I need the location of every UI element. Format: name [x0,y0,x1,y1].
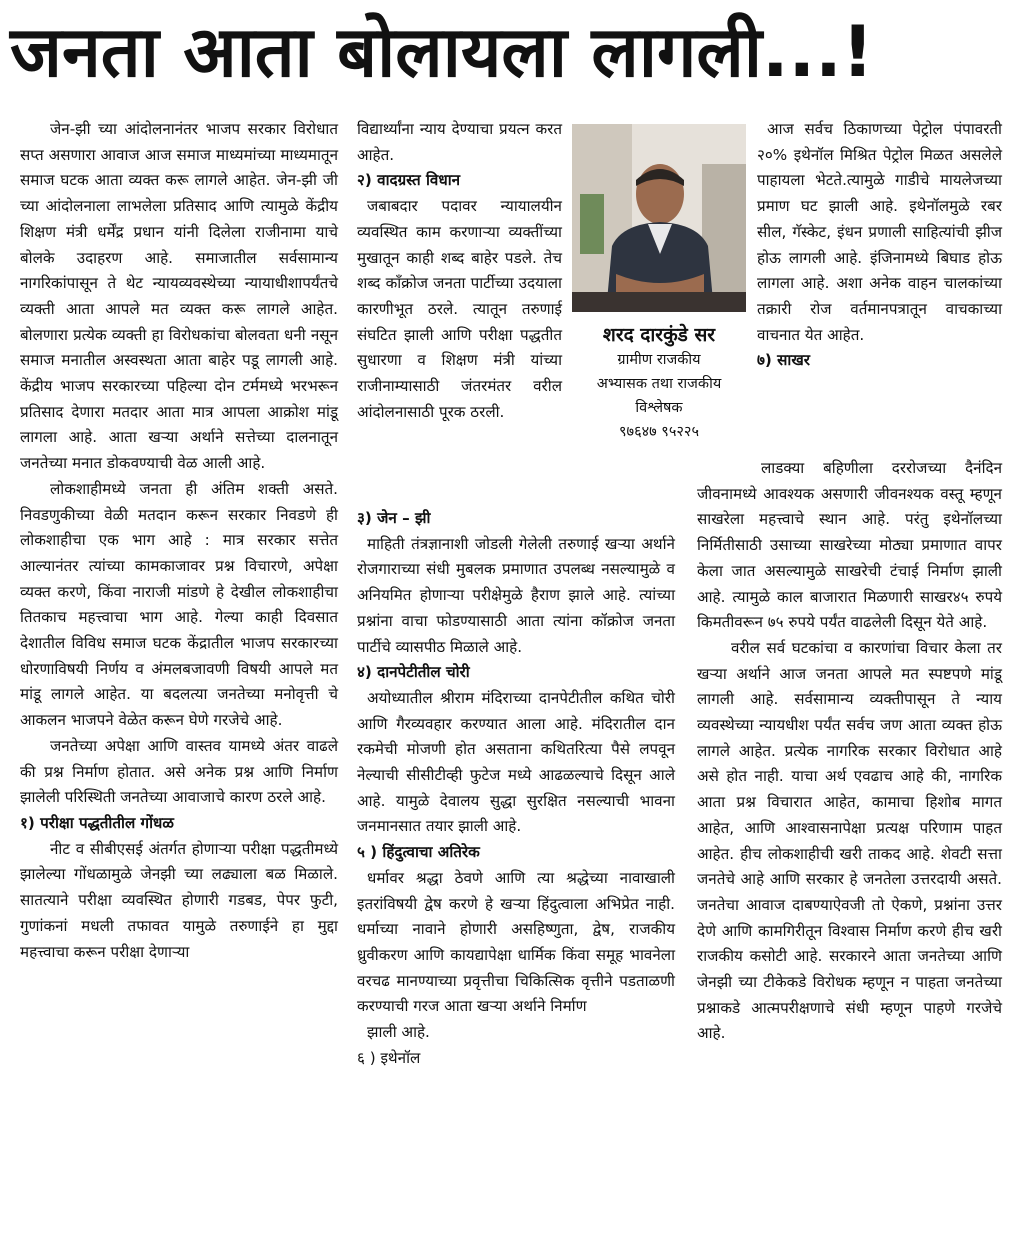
column-3 [697,456,1002,1047]
paragraph: आज सर्वच ठिकाणच्या पेट्रोल पंपावरती २०% इथेनॉल मिश्रित पेट्रोल मिळत असलेले पाहायला भेटते.त्यामुळे गाडीचे मायलेजच्या प्रमाण घट झाली आहे. इथेनॉलमुळे रबर सील, गॅस्केट, इंधन प्रणाली साहित्यांची झीज होऊ लागली आहे. इंजिनामध्ये बिघाड होऊ लागला आहे. अशा अनेक वाहन चालकांच्या तक्रारी रोज वर्तमानपत्रातून वाचकाच्या वाचनात येत आहेत. [757,120,1002,344]
paragraph: माहिती तंत्रज्ञानाशी जोडली गेलेली तरुणाई खऱ्या अर्थाने रोजगाराच्या संधी मुबलक प्रमाणात उपलब्ध नसल्यामुळे व अनियमित होणाऱ्या परीक्षेमुळे हैराण झाले आहे. त्यांच्या प्रश्नांना वाचा फोडण्यासाठी आता त्यांना कॉक्रोज जनता पार्टीचे व्यासपीठ मिळाले आहे. [357,534,675,656]
author-designation: अभ्यासक तथा राजकीय [596,376,722,392]
paragraph: वरील सर्व घटकांचा व कारणांचा विचार केला तर खऱ्या अर्थाने आज जनता आपले मत स्पष्टपणे मांडू लागली आहे. सर्वसामान्य व्यक्तीपासून ते न्याय व्यवस्थेच्या न्यायधीश पर्यंत सर्वच जण आता व्यक्त होऊ लागले आहेत. प्रत्येक नागरिक सरकार विरोधात आहे असे होत नाही. याचा अर्थ एवढाच आहे की, नागरिक आता प्रश्न विचारात आहेत, कामाचा हिशोब मागत आहेत, आणि आश्वासनापेक्षा प्रत्यक्ष परिणाम पाहत आहेत. हीच लोकशाहीची खरी ताकद आहे. शेवटी सत्ता जनतेचे आहे आणि सरकार हे जनतेला उत्तरदायी असते. जनतेचा आवाज दाबण्याऐवजी तो ऐकणे, प्रश्नांना उत्तर देणे आणि कामगिरीतून विश्वास निर्माण करणे हीच खरी राजकीय कसोटी आहे. सरकारने आता जनतेच्या आणि जेनझी च्या टीकेकडे विरोधक म्हणून न पाहता जनतेच्या प्रश्नाकडे आत्मपरीक्षणाचे संधी म्हणून पाहणे गरजेचे आहे. [697,638,1002,1043]
section-heading: ४) दानपेटीतील चोरी [357,663,470,682]
paragraph: जनतेच्या अपेक्षा आणि वास्तव यामध्ये अंतर वाढले की प्रश्न निर्माण होतात. असे अनेक प्रश्न आणि निर्माण झालेली परिस्थिती जनतेच्या आवाजाचे कारण ठरले आहे. [20,736,338,807]
column-2-top [357,117,562,425]
paragraph: नीट व सीबीएसई अंतर्गत होणाऱ्या परीक्षा पद्धतीमध्ये झालेल्या गोंधळामुळे जेनझी च्या लढ्याला बळ मिळाले. सातत्याने परीक्षा व्यवस्थित होणारी गडबड, पेपर फुटी, गुणांकनां मधली तफावत यामुळे तरुणाईने हा मुद्दा महत्त्वाचा करून परीक्षा देणाऱ्या [20,839,338,961]
paragraph: जबाबदार पदावर न्यायालयीन व्यवस्थित काम करणाऱ्या व्यक्तींच्या मुखातून काही शब्द बाहेर पडले. तेच शब्द कॉंक्रोज जनता पार्टीच्या उदयाला कारणीभूत ठरले. त्यातून तरुणाई संघटित झाली आणि परीक्षा पद्धतीत सुधारणा व शिक्षण मंत्री यांच्या राजीनाम्यासाठी जंतरमंतर वरील आंदोलनासाठी पूरक ठरली. [357,197,562,421]
headline: जनता आता बोलायला लागली...! [10,11,874,93]
section-heading: २) वादग्रस्त विधान [357,171,461,190]
section-heading: ५ ) हिंदुत्वाचा अतिरेक [357,843,480,862]
paragraph: जेन-झी च्या आंदोलनानंतर भाजप सरकार विरोधात सप्त असणारा आवाज आज समाज माध्यमांच्या माध्यमातून समाज घटक आता व्यक्त करू लागले आहेत. जेन-झी जी च्या आंदोलनाला लाभलेला प्रतिसाद आणि त्यामुळे केंद्रीय शिक्षण मंत्री धर्मेंद्र प्रधान यांनी दिलेला राजीनामा याचे बोलके उदाहरण आहे. समाजातील सर्वसामान्य नागरिकांपासून ते थेट न्यायव्यवस्थेच्या न्यायाधीशापर्यंतचे व्यक्ती आता आपले मत व्यक्त करू लागले आहेत. बोलणारा प्रत्येक व्यक्ती हा विरोधकांचा बोलवता धनी नसून समाज मनातील अस्वस्थता आता बाहेर पडू लागली आहे. केंद्रीय भाजप सरकारच्या पहिल्या दोन टर्ममध्ये भरभरून प्रतिसाद देणारा मतदार आता मात्र आपला आक्रोश मांडू लागला आहे. आता खऱ्या अर्थाने सत्तेच्या दालनातून जनतेच्या मनात डोकवण्याची वेळ आली आहे. [20,120,338,473]
section-heading: १) परीक्षा पद्धतीतील गोंधळ [20,813,174,832]
column-3-top [757,117,1002,374]
paragraph: विद्यार्थ्यांना न्याय देण्याचा प्रयत्न करत आहेत. [357,120,562,164]
paragraph: झाली आहे. [367,1023,430,1042]
paragraph: लोकशाहीमध्ये जनता ही अंतिम शक्ती असते. निवडणुकीच्या वेळी मतदान करून सरकार निवडणे ही लोकशाहीचा एक भाग आहे : मात्र सरकार सत्तेत आल्यानंतर त्यांच्या कामकाजावर प्रश्न विचारणे, अपेक्षा व्यक्त करणे, किंवा नाराजी मांडणे हे देखील लोकशाहीचा तितकाच महत्त्वाचा भाग आहे. गेल्या काही दिवसात देशातील विविध समाज घटक केंद्रातील भाजप सरकारच्या धोरणाविषयी निर्णय व अंमलबजावणी विषयी आपले मत मांडू लागले आहेत. या बदलत्या जनतेच्या मनोवृत्ती चे आकलन भाजपने वेळेत करून घेणे गरजेचे आहे. [20,479,338,730]
author-designation: ग्रामीण राजकीय [617,352,701,368]
section-heading: ६ ) इथेनॉल [357,1048,421,1067]
column-1 [20,117,338,965]
author-photo [572,124,746,312]
paragraph: लाडक्या बहिणीला दररोजच्या दैनंदिन जीवनामध्ये आवश्यक असणारी जीवनश्यक वस्तू म्हणून साखरेला महत्त्वाचे स्थान आहे. परंतु इथेनॉलच्या निर्मितीसाठी उसाच्या साखरेच्या मोठ्या प्रमाणात वापर केला जात असल्यामुळे साखरेची टंचाई निर्माण झाली आहे. त्यामुळे काल बाजारात मिळणारी साखर४५ रुपये किमतीवरून ७५ रुपये पर्यंत वाढलेली दिसून येते आहे. [697,459,1002,632]
author-name: शरद दारकुंडे सर [602,324,716,346]
section-heading: ३) जेन – झी [357,509,431,527]
column-2 [357,506,675,1071]
author-byline [572,322,746,444]
paragraph: धर्मावर श्रद्धा ठेवणे आणि त्या श्रद्धेच्या नावाखाली इतरांविषयी द्वेष करणे हे खऱ्या हिंदुत्वाला अभिप्रेत नाही. धर्माच्या नावाने होणारी असहिष्णुता, द्वेष, राजकीय ध्रुवीकरण आणि कायद्यापेक्षा धार्मिक किंवा समूह भावनेला वरचढ मानण्याच्या प्रवृत्तीचा चिकित्सिक वृत्तीने पडताळणी करण्याची गरज आता खऱ्या अर्थाने निर्माण [357,868,675,1016]
author-phone: ९७६४७ ९५२२५ [618,424,699,440]
paragraph: अयोध्यातील श्रीराम मंदिराच्या दानपेटीतील कथित चोरी आणि गैरव्यवहार करण्यात आला आहे. मंदिरातील दान रकमेची मोजणी होत असताना कथितरित्या पैसे लपवून नेल्याची सीसीटीव्ही फुटेज मध्ये आढळल्याचे दिसून आले आहे. यामुळे देवालय सुद्धा सुरक्षित नसल्याची भावना जनमानसात तयार झाली आहे. [357,688,675,836]
portrait-image [572,124,746,312]
section-heading: ७) साखर [757,351,810,370]
author-designation: विश्लेषक [635,400,683,416]
